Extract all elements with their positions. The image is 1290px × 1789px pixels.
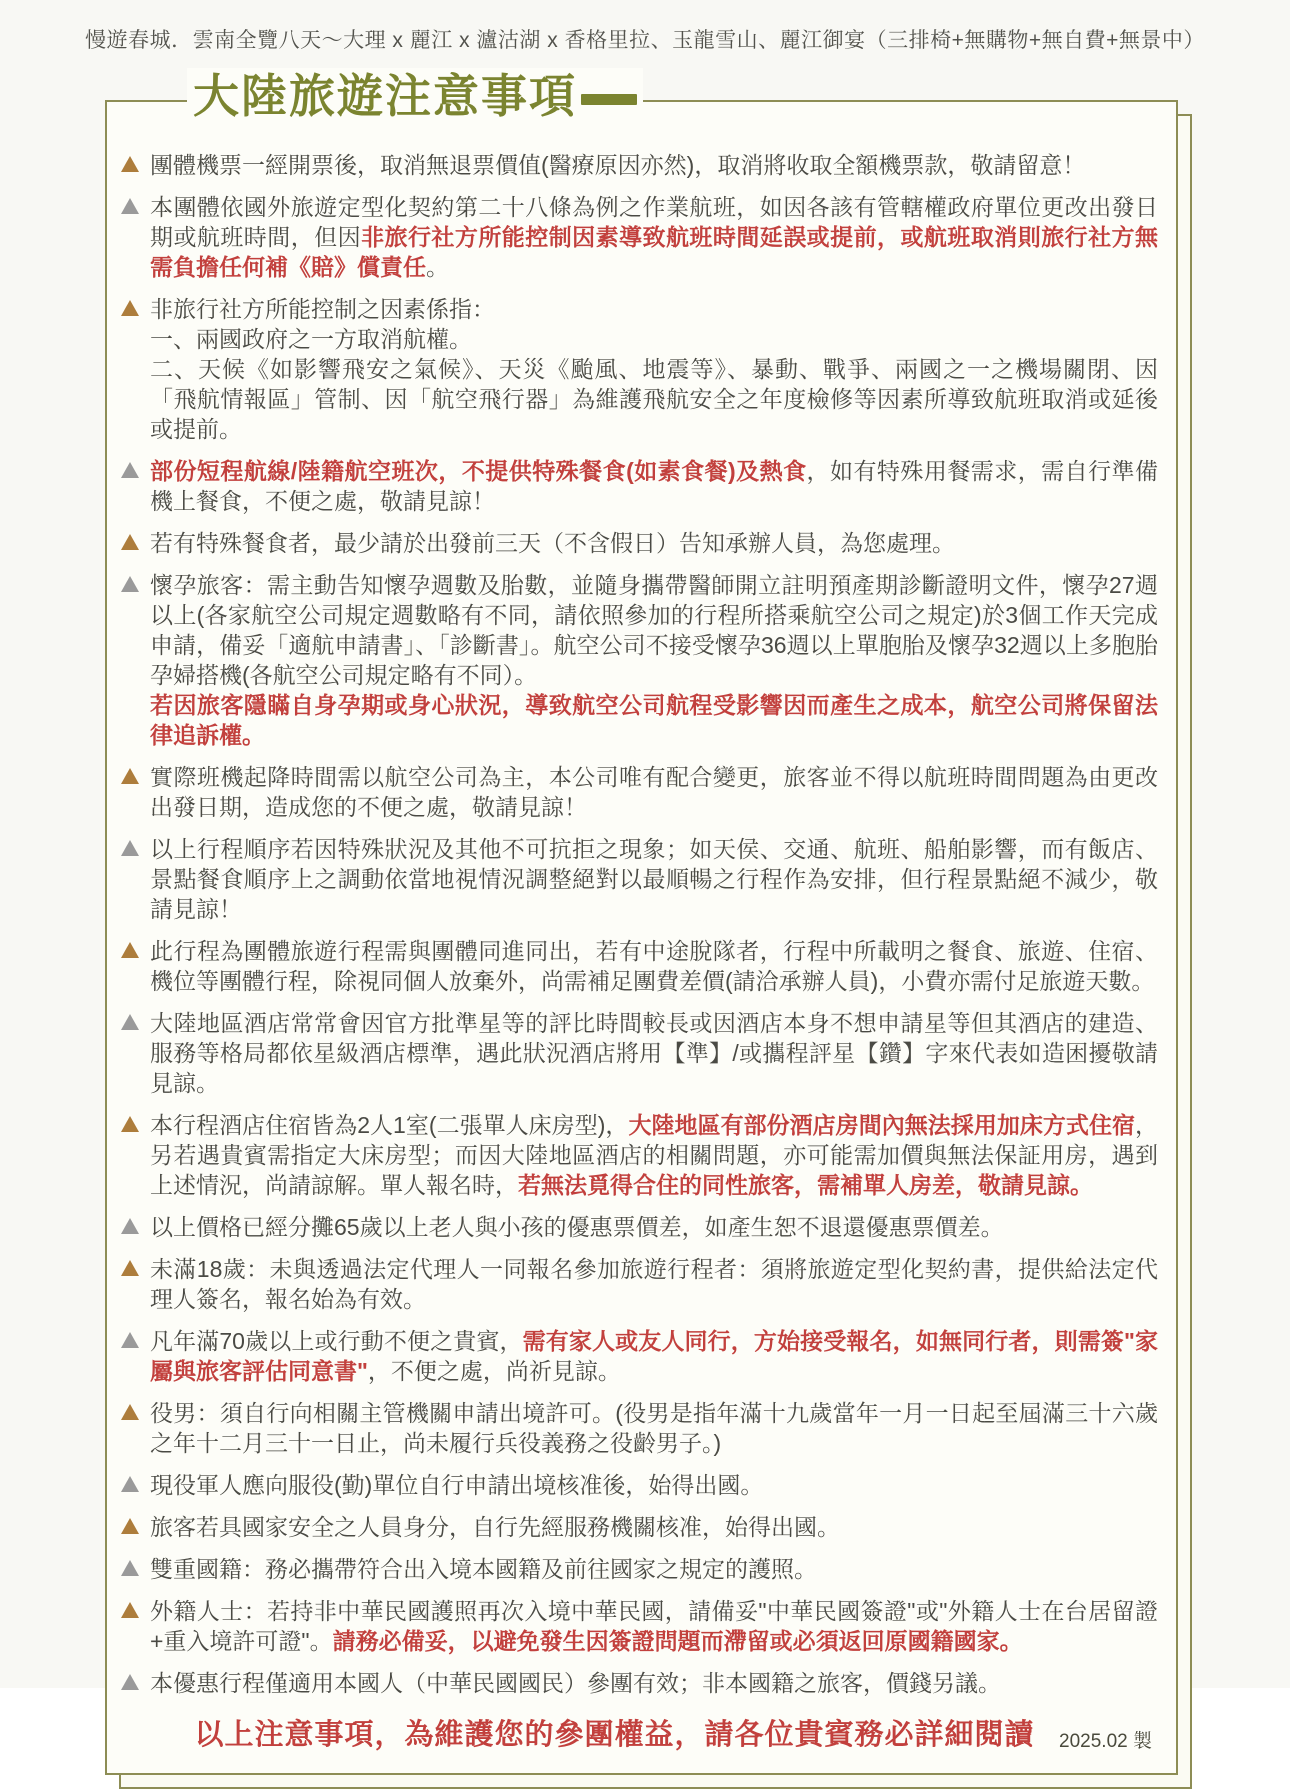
triangle-bullet-icon <box>121 942 139 958</box>
notice-item <box>121 834 1158 924</box>
notice-item <box>121 1212 1158 1242</box>
notice-text: 旅客若具國家安全之人員身分，自行先經服務機關核准，始得出國。 <box>150 1514 840 1540</box>
notice-text: 凡年滿70歲以上或行動不便之貴賓，需有家人或友人同行，方始接受報名，如無同行者，則需簽"家屬與旅客評估同意書"，不便之處，尚祈見諒。 <box>150 1328 1158 1384</box>
notice-footer <box>121 1712 1158 1757</box>
notice-text: 本優惠行程僅適用本國人（中華民國國民）參團有效；非本國籍之旅客，價錢另議。 <box>150 1670 1001 1696</box>
notice-item <box>121 1254 1158 1314</box>
notice-item <box>121 1008 1158 1098</box>
notice-item <box>121 192 1158 282</box>
triangle-bullet-icon <box>121 1116 139 1132</box>
notice-text: 雙重國籍：務必攜帶符合出入境本國籍及前往國家之規定的護照。 <box>150 1556 817 1582</box>
notice-item <box>121 294 1158 444</box>
notice-text: 未滿18歲：未與透過法定代理人一同報名參加旅遊行程者：須將旅遊定型化契約書，提供給法定代理人簽名，報名始為有效。 <box>150 1256 1158 1312</box>
triangle-bullet-icon <box>121 1260 139 1276</box>
notice-item <box>121 1398 1158 1458</box>
notice-text: 非旅行社方所能控制之因素係指： 一、兩國政府之一方取消航權。 二、天候《如影響飛安之氣候》、天災《颱風、地震等》、暴動、戰爭、兩國之一之機場關閉、因「飛航情報區」管制、因「航空飛行器」為維護飛航安全之年度檢修等因素所導致航班取消或延後或提前。 <box>150 296 1158 442</box>
notice-item <box>121 1326 1158 1386</box>
triangle-bullet-icon <box>121 576 139 592</box>
notice-text: 部份短程航線/陸籍航空班次，不提供特殊餐食(如素食餐)及熱食，如有特殊用餐需求，需自行準備機上餐食，不便之處，敬請見諒！ <box>150 458 1158 514</box>
notice-item <box>121 1470 1158 1500</box>
triangle-bullet-icon <box>121 1332 139 1348</box>
triangle-bullet-icon <box>121 1404 139 1420</box>
triangle-bullet-icon <box>121 1602 139 1618</box>
edition-label: 2025.02 製 <box>1059 1731 1152 1752</box>
notice-item <box>121 150 1158 180</box>
triangle-bullet-icon <box>121 1476 139 1492</box>
notice-item <box>121 1512 1158 1542</box>
notice-text: 團體機票一經開票後，取消無退票價值(醫療原因亦然)，取消將收取全額機票款，敬請留意！ <box>150 152 1086 178</box>
triangle-bullet-icon <box>121 1218 139 1234</box>
notice-item <box>121 1668 1158 1698</box>
notice-main-box <box>105 70 1178 1775</box>
notice-text: 外籍人士：若持非中華民國護照再次入境中華民國，請備妥"中華民國簽證"或"外籍人士在台居留證+重入境許可證"。請務必備妥，以避免發生因簽證問題而滯留或必須返回原國籍國家。 <box>150 1598 1158 1654</box>
notice-item <box>121 528 1158 558</box>
triangle-bullet-icon <box>121 768 139 784</box>
notice-box-title-text: 大陸旅遊注意事項 <box>193 70 577 122</box>
notice-text: 若有特殊餐食者，最少請於出發前三天（不含假日）告知承辦人員，為您處理。 <box>150 530 955 556</box>
tour-title: 慢遊春城．雲南全覽八天～大理 x 麗江 x 瀘沽湖 x 香格里拉、玉龍雪山、麗江御宴（三排椅+無購物+無自費+無景中） <box>85 29 1205 52</box>
notice-text: 懷孕旅客：需主動告知懷孕週數及胎數，並隨身攜帶醫師開立註明預產期診斷證明文件，懷孕27週以上(各家航空公司規定週數略有不同，請依照參加的行程所搭乘航空公司之規定)於3個工作天完成申請，備妥「適航申請書」、「診斷書」。航空公司不接受懷孕36週以上單胞胎及懷孕32週以上多胞胎孕婦搭機(各航空公司規定略有不同）。 若因旅客隱瞞自身孕期或身心狀況，導致航空公司航程受影響因而產生之成本，航空公司將保留法律追訴權。 <box>150 572 1158 748</box>
triangle-bullet-icon <box>121 1518 139 1534</box>
notice-item <box>121 456 1158 516</box>
triangle-bullet-icon <box>121 1560 139 1576</box>
notice-text: 本團體依國外旅遊定型化契約第二十八條為例之作業航班，如因各該有管轄權政府單位更改出發日期或航班時間，但因非旅行社方所能控制因素導致航班時間延誤或提前，或航班取消則旅行社方無需負擔任何補《賠》償責任。 <box>150 194 1159 280</box>
notice-item <box>121 1110 1158 1200</box>
notice-item <box>121 570 1158 750</box>
triangle-bullet-icon <box>121 534 139 550</box>
triangle-bullet-icon <box>121 156 139 172</box>
notice-text: 實際班機起降時間需以航空公司為主，本公司唯有配合變更，旅客並不得以航班時間問題為由更改出發日期，造成您的不便之處，敬請見諒！ <box>150 764 1158 820</box>
notice-box <box>105 70 1178 1775</box>
triangle-bullet-icon <box>121 462 139 478</box>
notice-text: 大陸地區酒店常常會因官方批準星等的評比時間較長或因酒店本身不想申請星等但其酒店的建造、服務等格局都依星級酒店標準，遇此狀況酒店將用【準】/或攜程評星【鑽】字來代表如造困擾敬請見諒。 <box>150 1010 1158 1096</box>
notice-item <box>121 1596 1158 1656</box>
notice-text: 本行程酒店住宿皆為2人1室(二張單人床房型)，大陸地區有部份酒店房間內無法採用加床方式住宿，另若遇貴賓需指定大床房型；而因大陸地區酒店的相關問題，亦可能需加價與無法保証用房，遇到上述情況，尚請諒解。單人報名時，若無法覓得合住的同性旅客，需補單人房差，敬請見諒。 <box>150 1112 1159 1198</box>
notice-footer-text: 以上注意事項，為維護您的參團權益，請各位貴賓務必詳細閱讀 <box>194 1719 1035 1751</box>
triangle-bullet-icon <box>121 198 139 214</box>
notice-list <box>121 150 1158 1698</box>
triangle-bullet-icon <box>121 840 139 856</box>
triangle-bullet-icon <box>121 1014 139 1030</box>
notice-item <box>121 1554 1158 1584</box>
notice-text: 此行程為團體旅遊行程需與團體同進同出，若有中途脫隊者，行程中所載明之餐食、旅遊、住宿、機位等團體行程，除視同個人放棄外，尚需補足團費差價(請洽承辦人員)，小費亦需付足旅遊天數。 <box>150 938 1158 994</box>
notice-box-title <box>187 68 643 126</box>
notice-item <box>121 936 1158 996</box>
notice-text: 以上行程順序若因特殊狀況及其他不可抗拒之現象；如天侯、交通、航班、船舶影響，而有飯店、景點餐食順序上之調動依當地視情況調整絕對以最順暢之行程作為安排，但行程景點絕不減少，敬請見諒！ <box>150 836 1158 922</box>
title-dash-icon <box>581 94 637 105</box>
triangle-bullet-icon <box>121 300 139 316</box>
notice-item <box>121 762 1158 822</box>
notice-text: 以上價格已經分攤65歲以上老人與小孩的優惠票價差，如產生恕不退還優惠票價差。 <box>150 1214 1004 1240</box>
notice-text: 役男：須自行向相關主管機關申請出境許可。(役男是指年滿十九歲當年一月一日起至屆滿三十六歲之年十二月三十一日止，尚未履行兵役義務之役齡男子。) <box>150 1400 1158 1456</box>
triangle-bullet-icon <box>121 1674 139 1690</box>
notice-text: 現役軍人應向服役(勤)單位自行申請出境核准後，始得出國。 <box>150 1472 764 1498</box>
